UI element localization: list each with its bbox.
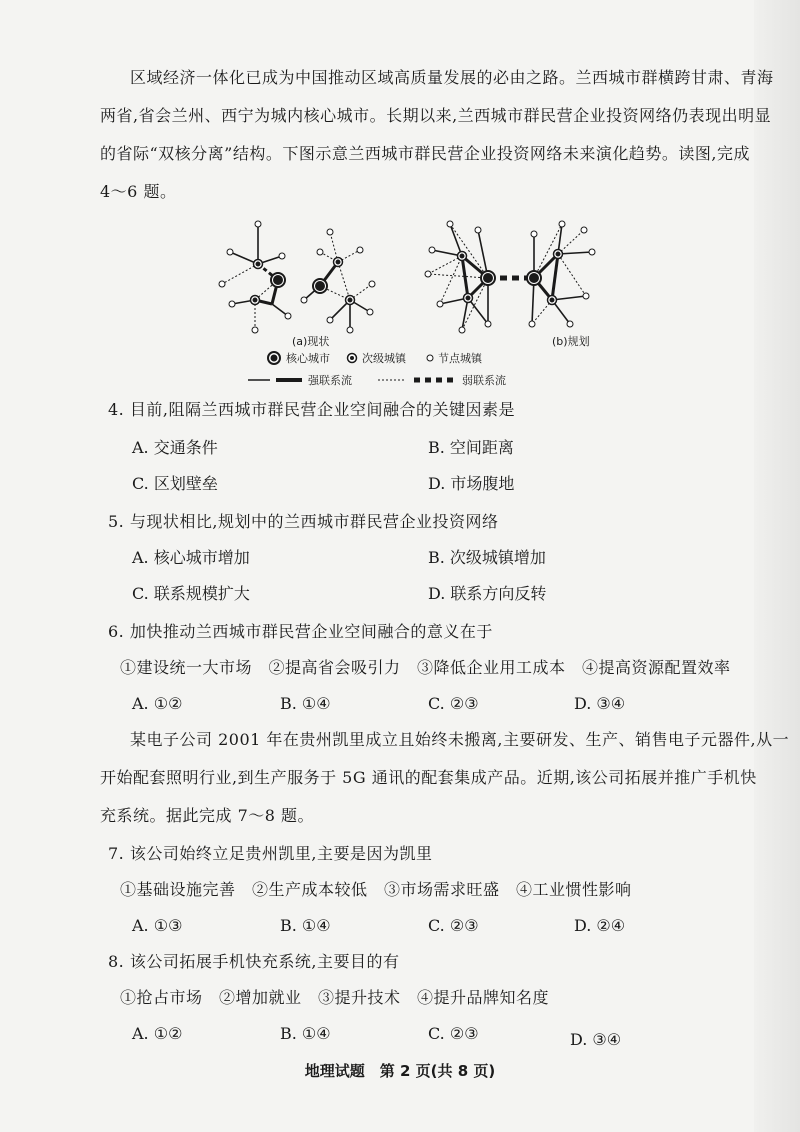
network-a-right-nodes (301, 229, 375, 333)
intro-line-4: 4～6 题。 (100, 182, 177, 201)
q6-items: ①建设统一大市场 ②提高省会吸引力 ③降低企业用工成本 ④提高资源配置效率 (120, 658, 731, 677)
investment-network-figure (200, 212, 620, 397)
q7-option-c[interactable]: C. ②③ (428, 916, 479, 935)
network-b-nodes (425, 221, 595, 333)
legend-node-label: 节点城镇 (438, 352, 482, 365)
page-footer: 地理试题 第 2 页(共 8 页) (304, 1062, 496, 1080)
figure-label-b: (b)规划 (552, 335, 590, 348)
q5-option-c[interactable]: C. 联系规模扩大 (132, 584, 250, 603)
q4-option-c[interactable]: C. 区划壁垒 (132, 474, 218, 493)
legend-core-icon (268, 352, 280, 364)
q6-option-a[interactable]: A. ①② (132, 694, 183, 713)
legend-strong-label: 强联系流 (308, 374, 352, 387)
q7-items: ①基础设施完善 ②生产成本较低 ③市场需求旺盛 ④工业惯性影响 (120, 880, 632, 899)
intro-line-3: 的省际“双核分离”结构。下图示意兰西城市群民营企业投资网络未来演化趋势。读图,完成 (100, 144, 750, 163)
q7-option-a[interactable]: A. ①③ (132, 916, 183, 935)
q6-option-b[interactable]: B. ①④ (280, 694, 331, 713)
intro-line-2: 两省,省会兰州、西宁为城内核心城市。长期以来,兰西城市群民营企业投资网络仍表现出明显 (100, 106, 772, 125)
intro2-line-3: 充系统。据此完成 7～8 题。 (100, 806, 315, 825)
figure-label-a: (a)现状 (292, 335, 330, 348)
legend-node-icon (427, 355, 433, 361)
legend-core-label: 核心城市 (286, 352, 330, 365)
legend-secondary-label: 次级城镇 (362, 352, 406, 365)
q7-option-b[interactable]: B. ①④ (280, 916, 331, 935)
q8-option-c[interactable]: C. ②③ (428, 1024, 479, 1043)
q5-option-b[interactable]: B. 次级城镇增加 (428, 548, 546, 567)
q5-option-d[interactable]: D. 联系方向反转 (428, 584, 547, 603)
legend-weak-label: 弱联系流 (462, 374, 506, 387)
q8-option-b[interactable]: B. ①④ (280, 1024, 331, 1043)
q7-stem: 7. 该公司始终立足贵州凯里,主要是因为凯里 (108, 844, 433, 863)
q6-option-d[interactable]: D. ③④ (574, 694, 626, 713)
q6-stem: 6. 加快推动兰西城市群民营企业空间融合的意义在于 (108, 622, 493, 641)
q4-stem: 4. 目前,阻隔兰西城市群民营企业空间融合的关键因素是 (108, 400, 515, 419)
page-edge-shadow (754, 0, 800, 1132)
q6-option-c[interactable]: C. ②③ (428, 694, 479, 713)
q5-option-a[interactable]: A. 核心城市增加 (132, 548, 250, 567)
intro-line-1: 区域经济一体化已成为中国推动区域高质量发展的必由之路。兰西城市群横跨甘肃、青海 (130, 68, 774, 87)
q5-stem: 5. 与现状相比,规划中的兰西城市群民营企业投资网络 (108, 512, 499, 531)
q4-option-b[interactable]: B. 空间距离 (428, 438, 514, 457)
intro2-line-1: 某电子公司 2001 年在贵州凯里成立且始终未搬离,主要研发、生产、销售电子元器件,从一 (130, 730, 790, 749)
legend-secondary-icon (348, 354, 357, 363)
q8-stem: 8. 该公司拓展手机快充系统,主要目的有 (108, 952, 400, 971)
q4-option-a[interactable]: A. 交通条件 (132, 438, 218, 457)
q7-option-d[interactable]: D. ②④ (574, 916, 626, 935)
q4-option-d[interactable]: D. 市场腹地 (428, 474, 515, 493)
q8-option-d[interactable]: D. ③④ (570, 1030, 622, 1049)
q8-option-a[interactable]: A. ①② (132, 1024, 183, 1043)
intro2-line-2: 开始配套照明行业,到生产服务于 5G 通讯的配套集成产品。近期,该公司拓展并推广手机快 (100, 768, 757, 787)
q8-items: ①抢占市场 ②增加就业 ③提升技术 ④提升品牌知名度 (120, 988, 550, 1007)
network-b (428, 224, 592, 330)
